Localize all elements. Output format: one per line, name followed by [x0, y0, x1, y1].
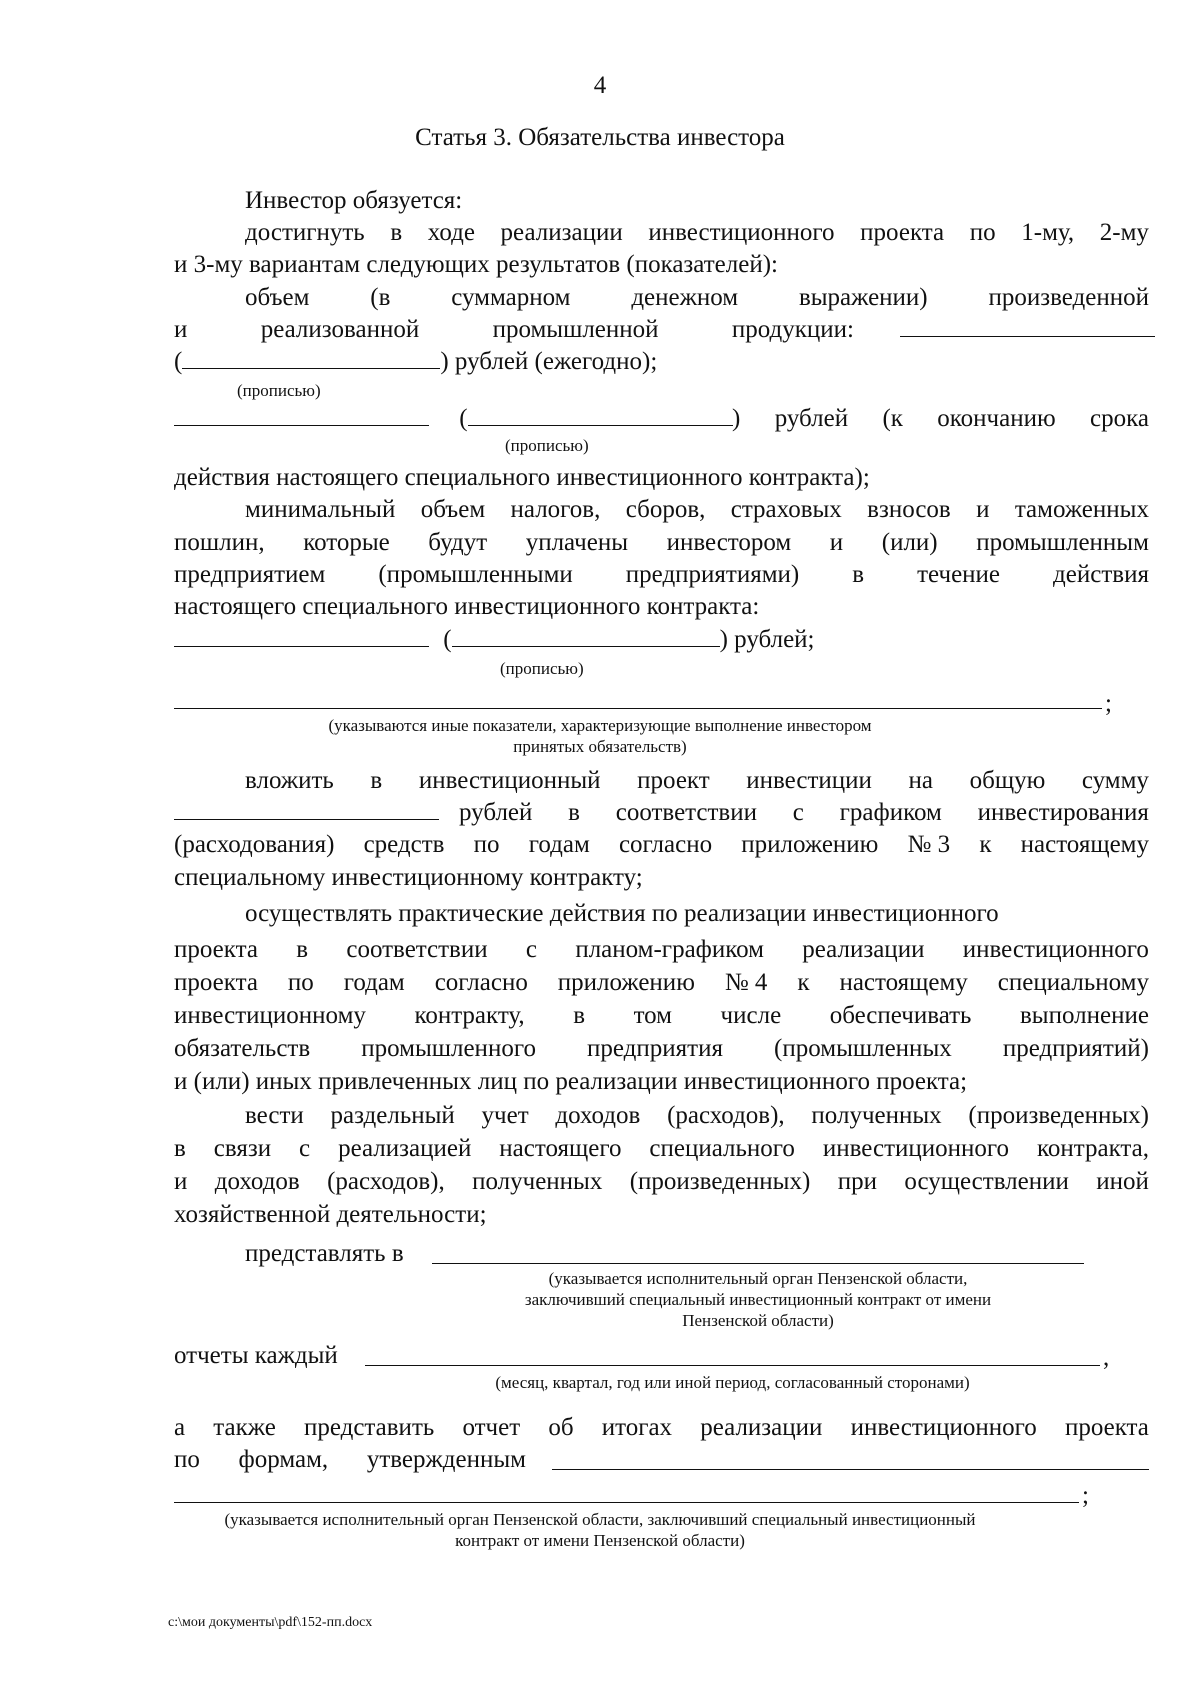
- word: вложить: [245, 767, 334, 794]
- other-indicators-note-2: принятых обязательств): [513, 737, 687, 756]
- invest-line2: [174, 797, 1149, 829]
- volume-annual-suffix: ) рублей (ежегодно);: [440, 348, 658, 375]
- practical-line1: осуществлять практические действия по реализации инвестиционного: [245, 900, 999, 927]
- paren-open: (: [174, 348, 183, 375]
- word: общую: [969, 767, 1046, 794]
- word: проекта: [174, 969, 258, 996]
- invest-line4: специальному инвестиционному контракту;: [174, 864, 643, 891]
- word: инвестиционный: [418, 767, 601, 794]
- reports-each-label: отчеты каждый: [174, 1342, 338, 1369]
- word: промышленной: [492, 316, 659, 343]
- word: обеспечивать: [829, 1002, 972, 1029]
- word: ): [732, 405, 741, 432]
- word: с: [792, 799, 804, 826]
- taxes-line3: [174, 559, 1149, 591]
- word: вести: [245, 1102, 304, 1129]
- item1-line1: [245, 217, 1149, 249]
- word: будут: [428, 529, 488, 556]
- word: окончанию: [937, 405, 1056, 432]
- word: том: [633, 1002, 673, 1029]
- taxes-amount-field[interactable]: [174, 624, 429, 647]
- word: № 4: [724, 969, 768, 996]
- word: сборов,: [625, 496, 706, 523]
- word: достигнуть: [245, 219, 365, 246]
- word: раздельный: [330, 1102, 455, 1129]
- forms-note-2: контракт от имени Пензенской области): [455, 1531, 745, 1550]
- practical-line3: [174, 967, 1149, 999]
- word: годам: [528, 831, 590, 858]
- paren-open-3: (: [443, 626, 452, 653]
- invest-line1: [245, 765, 1149, 797]
- practical-line4: [174, 1000, 1149, 1032]
- word: настоящему: [1020, 831, 1149, 858]
- practical-line5: [174, 1033, 1149, 1065]
- word: формам,: [238, 1446, 329, 1473]
- taxes-line5: [174, 624, 1149, 656]
- forms-semicolon: ;: [1082, 1482, 1089, 1509]
- accounting-line2: [174, 1133, 1149, 1165]
- word: об: [548, 1414, 574, 1441]
- word: 2-му: [1099, 219, 1149, 246]
- word: проект: [637, 767, 710, 794]
- word: соответствии: [615, 799, 757, 826]
- word: инвестиционного: [850, 1414, 1037, 1441]
- word: и: [829, 529, 844, 556]
- reports-comma: ,: [1103, 1344, 1110, 1371]
- word: в: [390, 219, 403, 246]
- volume-line4-words: [732, 403, 1149, 435]
- volume-line3: [174, 346, 1149, 378]
- word: (произведенных): [968, 1102, 1149, 1129]
- word: соответствии: [346, 936, 488, 963]
- volume-line2-words: [174, 314, 854, 346]
- word: приложению: [557, 969, 695, 996]
- word: проекта: [1064, 1414, 1149, 1441]
- other-indicators-field[interactable]: [174, 708, 1102, 709]
- word: № 3: [907, 831, 951, 858]
- word: с: [525, 936, 538, 963]
- word: реализации: [500, 219, 623, 246]
- word: связи: [213, 1135, 272, 1162]
- word: в: [370, 767, 383, 794]
- word: инвестиции: [746, 767, 872, 794]
- word: суммарном: [451, 284, 571, 311]
- word: взносов: [867, 496, 951, 523]
- word: предприятием: [174, 561, 326, 588]
- word: срока: [1090, 405, 1149, 432]
- word: инвестиционного: [962, 936, 1149, 963]
- taxes-line1: [245, 494, 1149, 526]
- word: утвержденным: [366, 1446, 526, 1473]
- forms-authority-field-2[interactable]: [174, 1502, 1079, 1503]
- volume-line1: [245, 282, 1149, 314]
- word: представить: [303, 1414, 435, 1441]
- word: течение: [917, 561, 1001, 588]
- word: по: [287, 969, 314, 996]
- word: (расходования): [174, 831, 335, 858]
- word: предприятиями): [625, 561, 800, 588]
- word: (расходов),: [667, 1102, 785, 1129]
- word: уплачены: [525, 529, 628, 556]
- word: по: [174, 1446, 200, 1473]
- word: настоящему: [839, 969, 968, 996]
- word: реализованной: [260, 316, 420, 343]
- word: приложению: [741, 831, 879, 858]
- word: (расходов),: [327, 1168, 445, 1195]
- word: инвестиционного: [648, 219, 835, 246]
- word: в: [573, 1002, 586, 1029]
- word: реализации: [700, 1414, 823, 1441]
- taxes-line2: [174, 527, 1149, 559]
- taxes-suffix: ) рублей;: [719, 626, 815, 653]
- volume-line5: действия настоящего специального инвестиционного контракта);: [174, 464, 870, 491]
- word: по: [969, 219, 996, 246]
- word: реализацией: [338, 1135, 472, 1162]
- word: проекта: [860, 219, 945, 246]
- article-heading: Статья 3. Обязательства инвестора: [415, 124, 785, 151]
- practical-line2: [174, 934, 1149, 966]
- word: минимальный: [245, 496, 396, 523]
- word: средств: [363, 831, 445, 858]
- word: по: [473, 831, 500, 858]
- word: обязательств: [174, 1035, 311, 1062]
- word: контракта,: [1037, 1135, 1149, 1162]
- word: осуществлении: [904, 1168, 1069, 1195]
- word: специальному: [997, 969, 1149, 996]
- word: в: [296, 936, 309, 963]
- reporting-authority-field[interactable]: [432, 1263, 1084, 1264]
- word: реализации: [802, 936, 925, 963]
- forms-line-words: [174, 1444, 526, 1476]
- word: сумму: [1081, 767, 1149, 794]
- word: к: [797, 969, 810, 996]
- word: итогах: [601, 1414, 673, 1441]
- forms-line: [174, 1444, 1149, 1476]
- propisyu-note-2: (прописью): [505, 436, 589, 455]
- word: (в: [370, 284, 391, 311]
- word: 1-му,: [1021, 219, 1075, 246]
- invest-line2-words: [459, 797, 1149, 829]
- word: отчет: [462, 1414, 521, 1441]
- reporting-period-field[interactable]: [365, 1365, 1100, 1366]
- intro-line: Инвестор обязуется:: [245, 187, 463, 214]
- word: которые: [303, 529, 390, 556]
- practical-line6: и (или) иных привлеченных лиц по реализации инвестиционного проекта;: [174, 1068, 968, 1095]
- word: специального: [649, 1135, 795, 1162]
- present-in-label: представлять в: [245, 1240, 404, 1267]
- word: страховых: [730, 496, 842, 523]
- propisyu-note-1: (прописью): [237, 381, 321, 400]
- file-path-footer: c:\мои документы\pdf\152-пп.docx: [168, 1615, 373, 1630]
- word: таможенных: [1014, 496, 1149, 523]
- taxes-amount-words-field[interactable]: [452, 624, 720, 647]
- word: промышленного: [361, 1035, 536, 1062]
- word: в: [852, 561, 865, 588]
- word: согласно: [434, 969, 528, 996]
- word: инвестором: [666, 529, 792, 556]
- invest-line3: [174, 829, 1149, 861]
- word: инвестиционному: [174, 1002, 366, 1029]
- word: предприятия: [587, 1035, 723, 1062]
- word: с: [299, 1135, 311, 1162]
- word: и: [174, 1168, 188, 1195]
- word: продукции:: [731, 316, 854, 343]
- forms-authority-field-1[interactable]: [552, 1469, 1149, 1470]
- volume-line4: [174, 403, 1149, 435]
- word: полученных: [811, 1102, 942, 1129]
- word: а: [174, 1414, 186, 1441]
- word: в: [568, 799, 580, 826]
- invest-amount-field[interactable]: [174, 797, 439, 820]
- word: денежном: [631, 284, 739, 311]
- authority-note-1: (указывается исполнительный орган Пензенской области,: [548, 1269, 968, 1288]
- word: графиком: [839, 799, 942, 826]
- accounting-line1: [245, 1100, 1149, 1132]
- volume-total-words-field[interactable]: [468, 403, 733, 426]
- word: планом-графиком: [575, 936, 764, 963]
- word: промышленным: [976, 529, 1149, 556]
- accounting-line4: хозяйственной деятельности;: [174, 1201, 487, 1228]
- volume-total-field[interactable]: [174, 403, 429, 426]
- authority-note-2: заключивший специальный инвестиционный контракт от имени: [524, 1290, 992, 1309]
- period-note: (месяц, квартал, год или иной период, согласованный сторонами): [495, 1373, 970, 1392]
- word: настоящего: [499, 1135, 622, 1162]
- word: инвестиционного: [822, 1135, 1010, 1162]
- also-line: [174, 1412, 1149, 1444]
- item1-line2: и 3-му вариантам следующих результатов (показателей):: [174, 251, 779, 278]
- word: рублей: [459, 799, 533, 826]
- word: предприятий): [1002, 1035, 1149, 1062]
- word: выражении): [798, 284, 928, 311]
- other-indicators-note-1: (указываются иные показатели, характеризующие выполнение инвестором: [328, 716, 872, 735]
- volume-amount-words-field[interactable]: [182, 346, 440, 369]
- word: проекта: [174, 936, 258, 963]
- other-indicators-semicolon: ;: [1105, 690, 1112, 717]
- word: объем: [420, 496, 486, 523]
- paren-open-2: (: [459, 405, 468, 432]
- word: и: [174, 316, 188, 343]
- authority-note-3: Пензенской области): [682, 1311, 834, 1330]
- word: к: [979, 831, 992, 858]
- word: иной: [1096, 1168, 1149, 1195]
- word: в: [174, 1135, 186, 1162]
- word: контракту,: [414, 1002, 525, 1029]
- word: и: [976, 496, 990, 523]
- word: произведенной: [988, 284, 1149, 311]
- page-number: 4: [593, 72, 607, 99]
- word: доходов: [214, 1168, 300, 1195]
- taxes-line4: настоящего специального инвестиционного контракта:: [174, 593, 760, 620]
- word: ходе: [427, 219, 475, 246]
- word: пошлин,: [174, 529, 265, 556]
- volume-line2: [174, 314, 1164, 346]
- word: учет: [481, 1102, 529, 1129]
- word: (произведенных): [629, 1168, 811, 1195]
- word: (или): [881, 529, 938, 556]
- word: при: [837, 1168, 877, 1195]
- word: рублей: [774, 405, 849, 432]
- word: (к: [882, 405, 903, 432]
- word: инвестирования: [977, 799, 1149, 826]
- forms-note-1: (указывается исполнительный орган Пензенской области, заключивший специальный инвестиционный: [224, 1510, 976, 1529]
- word: согласно: [618, 831, 713, 858]
- accounting-line3: [174, 1166, 1149, 1198]
- word: также: [213, 1414, 276, 1441]
- word: полученных: [472, 1168, 603, 1195]
- word: годам: [343, 969, 405, 996]
- word: налогов,: [510, 496, 601, 523]
- word: объем: [245, 284, 310, 311]
- word: числе: [720, 1002, 782, 1029]
- word: доходов: [555, 1102, 641, 1129]
- word: выполнение: [1020, 1002, 1149, 1029]
- word: (промышленных: [774, 1035, 952, 1062]
- word: действия: [1053, 561, 1149, 588]
- volume-amount-field[interactable]: [900, 314, 1155, 337]
- word: (промышленными: [378, 561, 573, 588]
- word: на: [908, 767, 934, 794]
- propisyu-note-3: (прописью): [500, 659, 584, 678]
